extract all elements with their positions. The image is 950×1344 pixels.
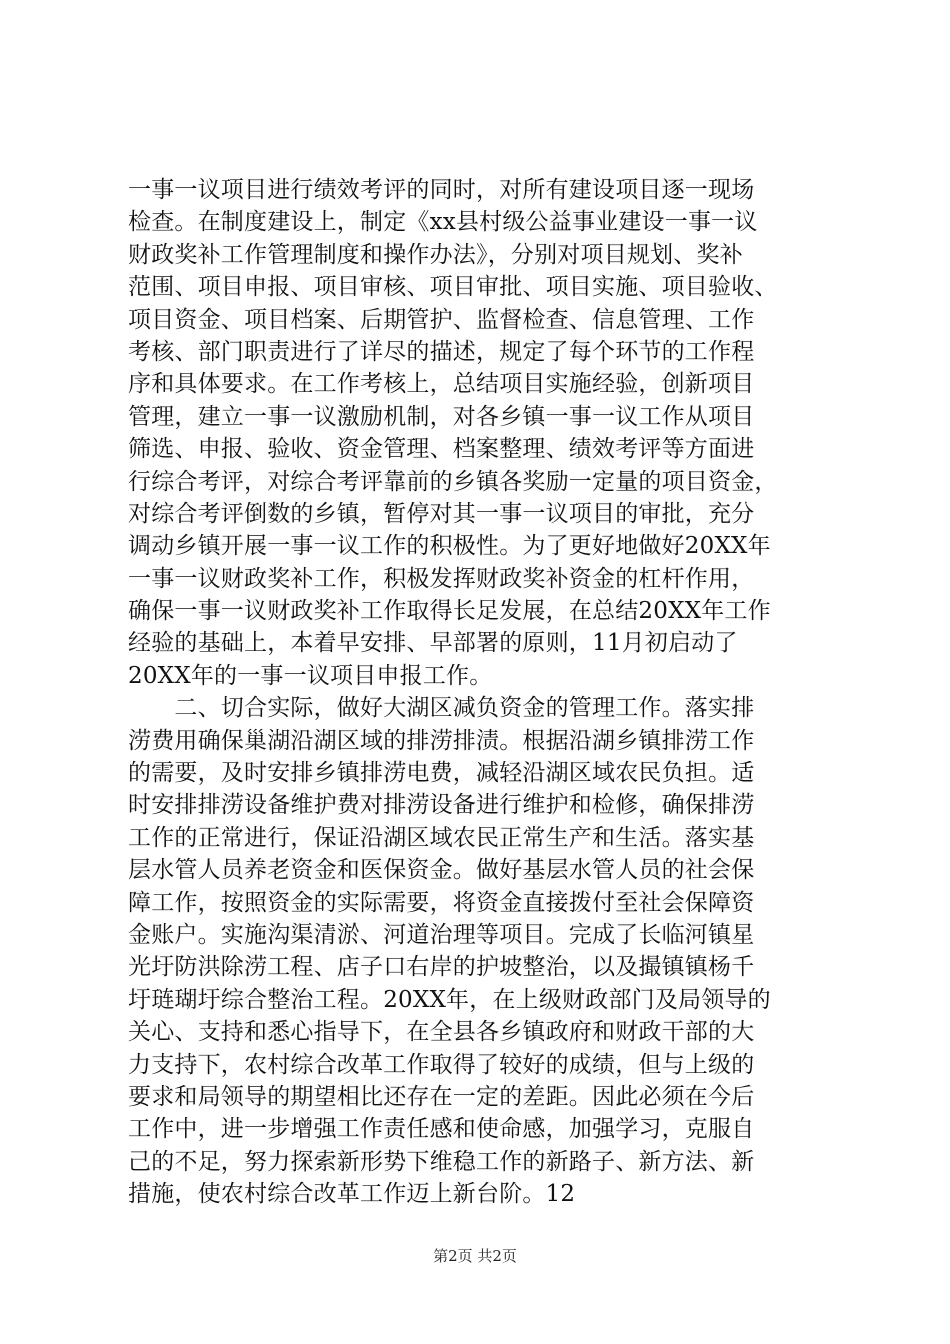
- text-line: 的需要，及时安排乡镇排涝电费，减轻沿湖区域农民负担。适: [128, 760, 755, 787]
- text-line: 20XX年的一事一议项目申报工作。: [128, 662, 493, 689]
- text-line: 一事一议财政奖补工作，积极发挥财政奖补资金的杠杆作用，: [128, 565, 755, 592]
- text-line: 考核、部门职责进行了详尽的描述，规定了每个环节的工作程: [128, 338, 755, 365]
- text-line: 项目资金、项目档案、后期管护、监督检查、信息管理、工作: [128, 306, 755, 333]
- text-line: 范围、项目申报、项目审核、项目审批、项目实施、项目验收、: [128, 274, 778, 301]
- text-line: 工作的正常进行，保证沿湖区域农民正常生产和生活。落实基: [128, 824, 755, 851]
- text-line: 关心、支持和悉心指导下，在全县各乡镇政府和财政干部的大: [128, 1019, 755, 1046]
- page-footer: [0, 1246, 950, 1266]
- text-line: 时安排排涝设备维护费对排涝设备进行维护和检修，确保排涝: [128, 792, 755, 819]
- text-line: 力支持下，农村综合改革工作取得了较好的成绩，但与上级的: [128, 1051, 755, 1078]
- text-line: 序和具体要求。在工作考核上，总结项目实施经验，创新项目: [128, 371, 755, 398]
- text-line: 对综合考评倒数的乡镇，暂停对其一事一议项目的审批，充分: [128, 500, 755, 527]
- text-line: 障工作，按照资金的实际需要，将资金直接拨付至社会保障资: [128, 889, 755, 916]
- text-line: 管理，建立一事一议激励机制，对各乡镇一事一议工作从项目: [128, 403, 755, 430]
- text-line: 检查。在制度建设上，制定《xx县村级公益事业建设一事一议: [128, 209, 758, 236]
- text-line: 确保一事一议财政奖补工作取得长足发展，在总结20XX年工作: [128, 598, 771, 625]
- text-line: 行综合考评，对综合考评靠前的乡镇各奖励一定量的项目资金，: [128, 468, 778, 495]
- text-line: 工作中，进一步增强工作责任感和使命感，加强学习，克服自: [128, 1116, 755, 1143]
- text-line: 财政奖补工作管理制度和操作办法》，分别对项目规划、奖补: [128, 241, 743, 268]
- text-line: 措施，使农村综合改革工作迈上新台阶。12: [128, 1181, 576, 1208]
- document-body: [128, 174, 848, 1211]
- text-line: 涝费用确保巢湖沿湖区域的排涝排渍。根据沿湖乡镇排涝工作: [128, 727, 755, 754]
- text-line: 己的不足，努力探索新形势下维稳工作的新路子、新方法、新: [128, 1148, 755, 1175]
- page-number-label: 第2页 共2页: [433, 1247, 517, 1265]
- text-line: 光圩防洪除涝工程、店子口右岸的护坡整治，以及撮镇镇杨千: [128, 954, 755, 981]
- text-line: 筛选、申报、验收、资金管理、档案整理、绩效考评等方面进: [128, 436, 755, 463]
- paragraph-start-line: 二、切合实际，做好大湖区减负资金的管理工作。落实排: [128, 695, 755, 722]
- text-line: 经验的基础上，本着早安排、早部署的原则，11月初启动了: [128, 630, 738, 657]
- text-line: 调动乡镇开展一事一议工作的积极性。为了更好地做好20XX年: [128, 533, 771, 560]
- text-line: 金账户。实施沟渠清淤、河道治理等项目。完成了长临河镇星: [128, 921, 755, 948]
- text-line: 要求和局领导的期望相比还存在一定的差距。因此必须在今后: [128, 1083, 755, 1110]
- text-line: 一事一议项目进行绩效考评的同时，对所有建设项目逐一现场: [128, 177, 755, 203]
- text-line: 层水管人员养老资金和医保资金。做好基层水管人员的社会保: [128, 857, 755, 884]
- text-line: 圩琏瑚圩综合整治工程。20XX年，在上级财政部门及局领导的: [128, 986, 771, 1013]
